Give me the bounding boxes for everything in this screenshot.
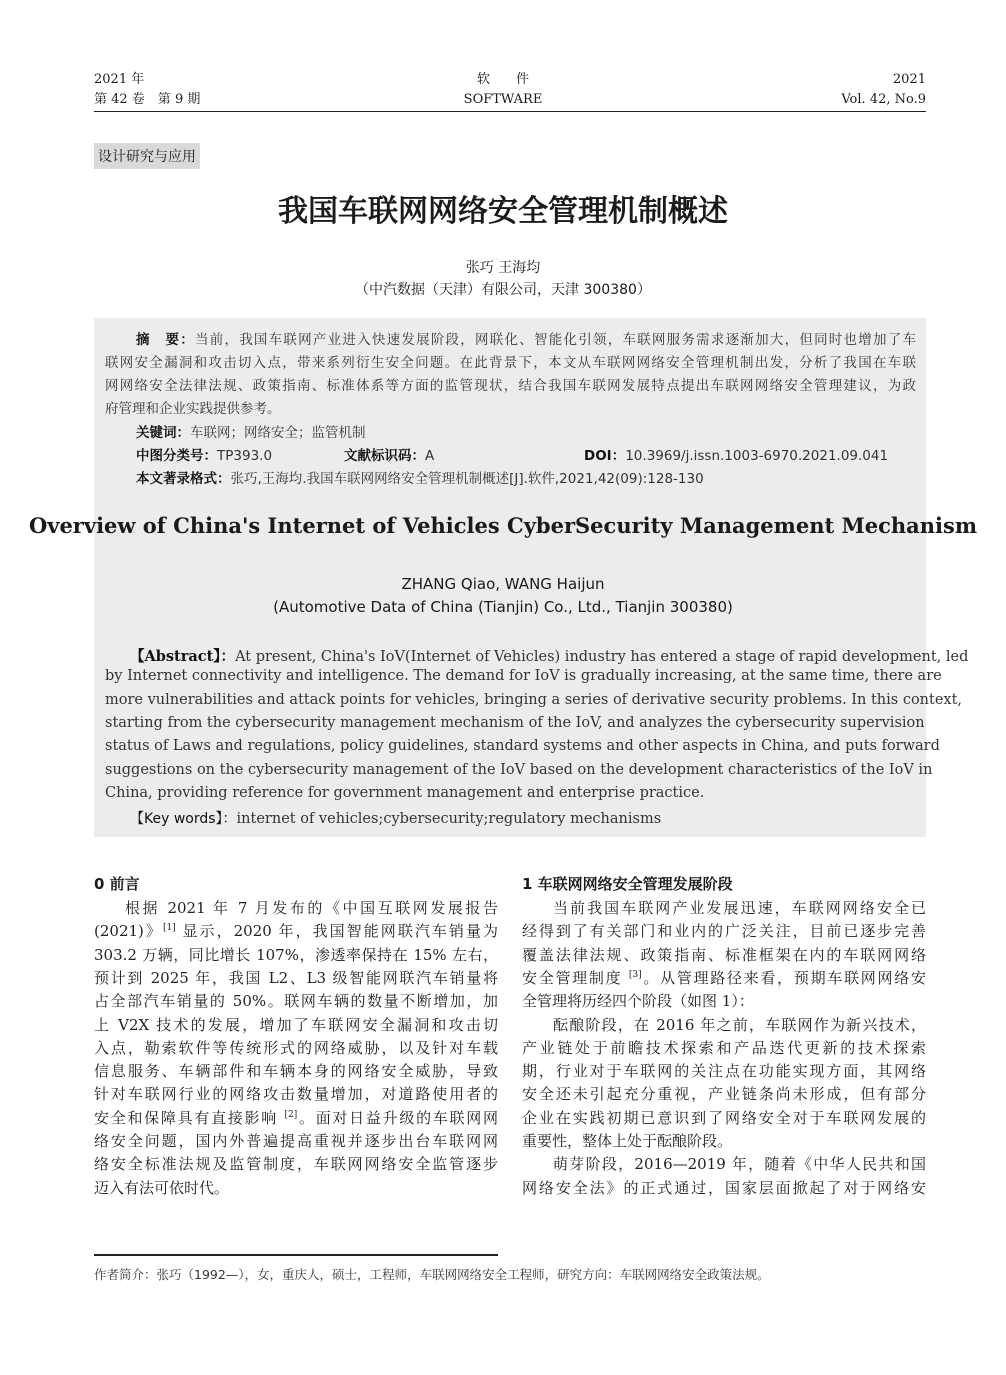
citation-label: 本文著录格式： <box>136 471 231 487</box>
text-line: 全管理将历经四个阶段（如图 1）： <box>522 992 754 1011</box>
text-line: 安全和保障具有直接影响 [2]。面对日益升级的车联网网 <box>94 1108 498 1127</box>
text-line: 安全管理制度 [3]。从管理路径来看，预期车联网网络安 <box>522 968 926 987</box>
text-line: 酝酿阶段，在 2016 年之前，车联网作为新兴技术， <box>553 1015 926 1034</box>
section-heading-1: 1 车联网网络安全管理发展阶段 <box>522 875 733 893</box>
clc-label: 中图分类号： <box>136 448 217 464</box>
paper-title: 我国车联网网络安全管理机制概述 <box>278 194 728 229</box>
text-line: 【Abstract】：At present, China's IoV(Internet of Vehicles) industry has entered a stage of rapid development, led <box>130 648 969 665</box>
citation-ref[interactable]: [3] <box>628 969 642 980</box>
text-line: more vulnerabilities and attack points for vehicles, bringing a series of derivative security problems. In this context, <box>105 691 963 708</box>
keywords-value: 车联网；网络安全；监管机制 <box>190 425 366 441</box>
text-line: status of Laws and regulations, policy guidelines, standard systems and other aspects in China, and puts forward <box>105 738 940 755</box>
citation-format <box>136 467 704 487</box>
author-footnote: 作者简介：张巧（1992—），女，重庆人，硕士，工程师，车联网网络安全工程师，研究方向：车联网网络安全政策法规。 <box>94 1267 770 1282</box>
text-line: 入点，勒索软件等传统形式的网络威胁，以及针对车载 <box>94 1038 498 1057</box>
text-line: 摘 要：当前，我国车联网产业进入快速发展阶段，网联化、智能化引领，车联网服务需求逐渐加大，但同时也增加了车 <box>136 332 917 348</box>
header-year-en: 2021 <box>892 72 926 87</box>
authors: 张巧 王海均 <box>465 260 541 276</box>
text-line: 根据 2021 年 7 月发布的《中国互联网发展报告 <box>125 899 498 917</box>
text-line: 重要性，整体上处于酝酿阶段。 <box>522 1132 733 1150</box>
doc-code <box>344 444 434 464</box>
text-line: 预计到 2025 年，我国 L2、L3 级智能网联汽车销量将 <box>94 968 498 987</box>
abstract-label: 摘 要： <box>136 332 195 348</box>
footnote-rule <box>94 1254 498 1256</box>
text-line: 迈入有法可依时代。 <box>94 1178 230 1197</box>
keywords-label: 关键词： <box>136 425 190 441</box>
paper-title-en: Overview of China's Internet of Vehicles CyberSecurity Management Mechanism <box>28 513 978 538</box>
authors-en: ZHANG Qiao, WANG Haijun <box>401 575 605 593</box>
text-line: 企业在实践初期已意识到了网络安全对于车联网发展的 <box>522 1108 926 1127</box>
header-right <box>841 70 926 110</box>
journal-name-cn: 软 件 <box>476 72 529 87</box>
text-line: by Internet connectivity and intelligence. The demand for IoV is gradually increasing, at the same time, there are <box>105 668 942 685</box>
header-issue: 第 42 卷 第 9 期 <box>94 92 201 107</box>
text-line: 网络安全法》的正式通过，国家层面掀起了对于网络安 <box>522 1178 926 1197</box>
text-line: 占全部汽车销量的 50%。联网车辆的数量不断增加，加 <box>94 992 498 1011</box>
text-line: 联网安全漏洞和攻击切入点，带来系列衍生安全问题。在此背景下，本文从车联网网络安全管理机制出发，分析了我国在车联 <box>105 355 916 371</box>
text-line: 络安全标准法规及监管制度，车联网网络安全监管逐步 <box>94 1155 498 1174</box>
text-line: China, providing reference for government management and enterprise practice. <box>105 784 705 801</box>
affiliation-en: (Automotive Data of China (Tianjin) Co., Ltd., Tianjin 300380) <box>273 598 733 616</box>
text-line: starting from the cybersecurity management mechanism of the IoV, and analyzes the cybersecurity supervision <box>105 714 925 731</box>
journal-name-en: SOFTWARE <box>463 92 543 107</box>
header-rule <box>94 111 926 112</box>
citation-ref[interactable]: [1] <box>162 923 176 934</box>
affiliation: （中汽数据（天津）有限公司，天津 300380） <box>355 282 651 298</box>
text-line: 上 V2X 技术的发展，增加了车联网安全漏洞和攻击切 <box>94 1015 498 1034</box>
text-line: 网网络安全法律法规、政策指南、标准体系等方面的监管现状，结合我国车联网发展特点提出车联网网络安全管理建议，为政 <box>105 378 916 394</box>
text-line: 当前我国车联网产业发展迅速，车联网网络安全已 <box>553 899 926 917</box>
doc-label: 文献标识码： <box>344 448 425 464</box>
text-line: 303.2 万辆，同比增长 107%，渗透率保持在 15% 左右， <box>94 945 498 964</box>
text-line: 覆盖法律法规、政策指南、标准框架在内的车联网网络 <box>522 945 926 964</box>
keywords-en <box>130 808 661 828</box>
doi-label: DOI： <box>584 448 626 464</box>
text-line: (2021)》[1] 显示，2020 年，我国智能网联汽车销量为 <box>94 922 498 941</box>
abstract-label: 【Abstract】： <box>130 648 236 665</box>
keywords-en-value: internet of vehicles;cybersecurity;regulatory mechanisms <box>236 811 662 827</box>
text-line: 信息服务、车辆部件和车辆本身的网络安全威胁，导致 <box>94 1062 498 1081</box>
section-tag: 设计研究与应用 <box>94 143 200 169</box>
doi <box>584 444 888 464</box>
section-heading-0: 0 前言 <box>94 875 140 893</box>
citation-value: 张巧,王海均.我国车联网网络安全管理机制概述[J].软件,2021,42(09):128-130 <box>230 471 704 487</box>
header-year: 2021 年 <box>94 72 145 87</box>
keywords-cn <box>136 421 366 441</box>
text-line: 络安全问题，国内外普遍提高重视并逐步出台车联网网 <box>94 1132 498 1150</box>
clc-number <box>136 444 272 464</box>
doc-value: A <box>425 448 435 464</box>
header-volume: Vol. 42, No.9 <box>841 92 926 107</box>
text-line: suggestions on the cybersecurity management of the IoV based on the development characteristics of the IoV in <box>105 761 933 778</box>
text-line: 经得到了有关部门和业内的广泛关注，目前已逐步完善 <box>522 922 926 941</box>
text-line: 针对车联网行业的网络攻击数量增加，对道路使用者的 <box>94 1085 498 1104</box>
citation-ref[interactable]: [2] <box>284 1109 298 1120</box>
text-line: 府管理和企业实践提供参考。 <box>105 401 281 417</box>
text-line: 期，行业对于车联网的关注点在功能实现方面，其网络 <box>522 1062 926 1081</box>
text-line: 产业链处于前瞻技术探索和产品迭代更新的技术探索 <box>522 1038 926 1057</box>
doi-value[interactable]: 10.3969/j.issn.1003-6970.2021.09.041 <box>625 448 889 464</box>
keywords-en-label: 【Key words】： <box>130 811 237 827</box>
text-line: 萌芽阶段，2016—2019 年，随着《中华人民共和国 <box>553 1155 926 1174</box>
text-line: 安全还未引起充分重视，产业链条尚未形成，但有部分 <box>522 1085 926 1104</box>
clc-value: TP393.0 <box>217 448 273 464</box>
